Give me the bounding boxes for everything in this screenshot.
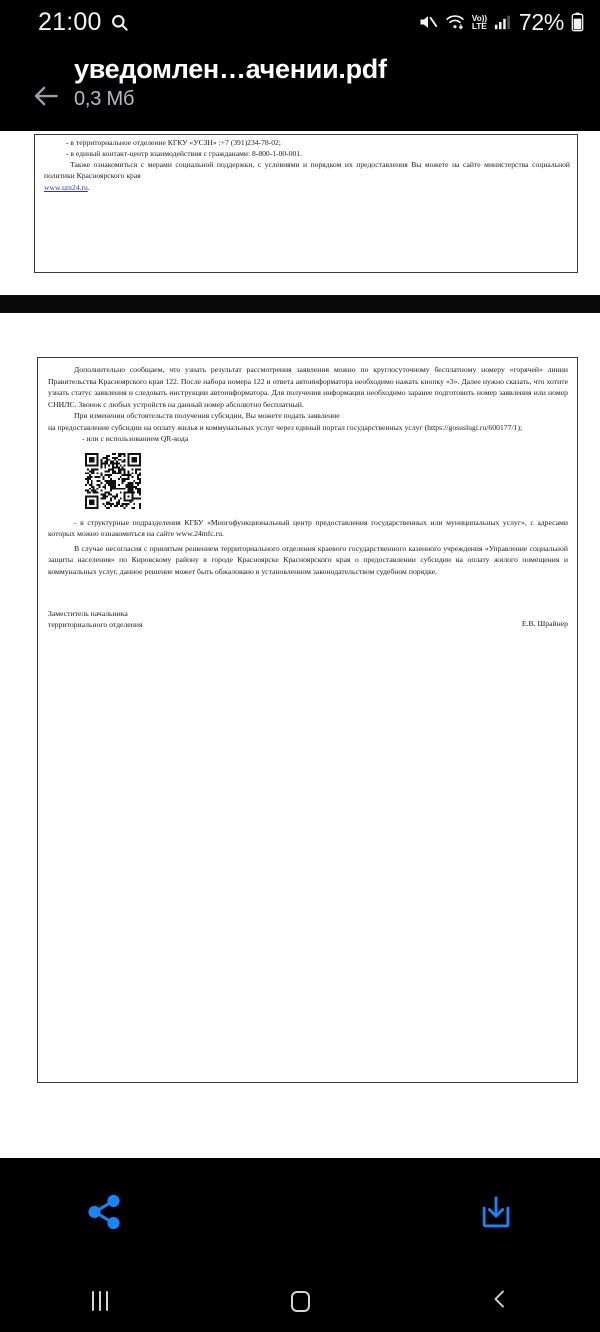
signature-row [48, 608, 568, 630]
pdf-page [0, 313, 600, 1158]
arrow-left-icon [31, 81, 61, 111]
recents-button[interactable] [0, 1270, 200, 1332]
doc-paragraph: - в структурные подразделения КГБУ «Многофункциональный центр предоставления государственных или муниципальных услуг», с адресами которых можно ознакомиться на сайте www.24mfc.ru. [48, 517, 568, 539]
doc-paragraph: Дополнительно сообщаем, что узнать результат рассмотрения заявления можно по круглосуточному бесплатному номеру «горячей» линии Правительства Красноярского края 122. После набора номера 122 и ответа автоинформатора необходимо нажать кнопку «3». Далее нужно сказать, что хотите узнать статус заявления и следовать инструкции автоинформатора. Для получения информации необходимо заранее подготовить номер заявления или номер СНИЛС. Звонок с любых устройств на данный номер абсолютно бесплатный. [48, 365, 568, 409]
download-button[interactable] [448, 1166, 544, 1262]
recents-icon [92, 1291, 109, 1311]
battery-percent-label: 72% [518, 8, 564, 35]
document-text-page2 [48, 364, 568, 630]
back-icon [488, 1287, 512, 1316]
home-icon [291, 1291, 310, 1312]
back-nav-button[interactable] [400, 1270, 600, 1332]
volte-top-label: Vo)) [471, 12, 487, 23]
app-header [0, 44, 600, 132]
doc-link-line [44, 182, 570, 193]
doc-paragraph: При изменении обстоятельств получения субсидии, Вы можете подать заявление [74, 411, 340, 421]
signal-icon [494, 13, 512, 31]
signer-name: Е.В. Шрайнер [521, 618, 568, 628]
doc-bullet-qr: - или с использованием QR-кода [82, 434, 189, 444]
volte-bottom-label: LTE [471, 21, 487, 31]
page-title: уведомлен…ачении.pdf [74, 54, 387, 84]
header-text-group [74, 48, 387, 111]
doc-paragraph: В случае несогласия с принятым решением территориального отделения краевого государственного казенного учреждения «Управление социальной защиты населения» по Кировскому району в городе Красноярске Красноярского края о предоставлении субсидии на оплату жилого помещения и коммунальных услуг, данное решение может быть обжаловано в установленном законодательством судебном порядке. [48, 543, 568, 577]
back-button[interactable] [22, 72, 70, 120]
file-size-label: 0,3 Мб [74, 88, 135, 110]
wifi-icon [445, 12, 465, 32]
search-icon[interactable] [110, 13, 129, 32]
mute-icon [418, 12, 438, 32]
signer-title [48, 608, 142, 630]
doc-paragraph: на предоставление субсидии на оплату жилья и коммунальных услуг через единый портал государственных услуг (https://gosuslugi.ru/600177/1); [48, 422, 523, 432]
download-icon [477, 1193, 515, 1236]
status-bar-right [418, 9, 584, 36]
doc-paragraph: Также ознакомиться с мерами социальной поддержки, с условиями и порядком их предоставления Вы можете на сайте министерства социальной политики Красноярского края [44, 160, 570, 181]
battery-icon [571, 12, 584, 32]
doc-line: - в единый контакт-центр взаимодействия с гражданами: 8-800-1-00-001. [66, 149, 302, 159]
status-bar-left [38, 8, 129, 37]
qr-code[interactable] [82, 450, 144, 512]
volte-icon [472, 14, 487, 31]
document-text-page1 [44, 137, 570, 193]
status-clock: 21:00 [38, 7, 102, 36]
action-bar [0, 1158, 600, 1270]
home-button[interactable] [200, 1270, 400, 1332]
pdf-page [0, 131, 600, 295]
share-button[interactable] [56, 1166, 152, 1262]
signer-title-line1: Заместитель начальника [48, 608, 128, 618]
qr-code-image [85, 453, 141, 509]
szn24-link[interactable]: www.szn24.ru [44, 182, 88, 192]
pdf-viewer[interactable] [0, 131, 600, 1158]
status-bar [0, 0, 600, 44]
page-separator [0, 295, 600, 313]
navigation-bar [0, 1270, 600, 1332]
signer-title-line2: территориального отделения [48, 619, 143, 629]
doc-line: - в территориальное отделение КГКУ «УСЗН» :+7 (391)234-78-02; [66, 138, 281, 147]
share-icon [85, 1193, 123, 1236]
doc-link-tail: . [87, 182, 90, 192]
